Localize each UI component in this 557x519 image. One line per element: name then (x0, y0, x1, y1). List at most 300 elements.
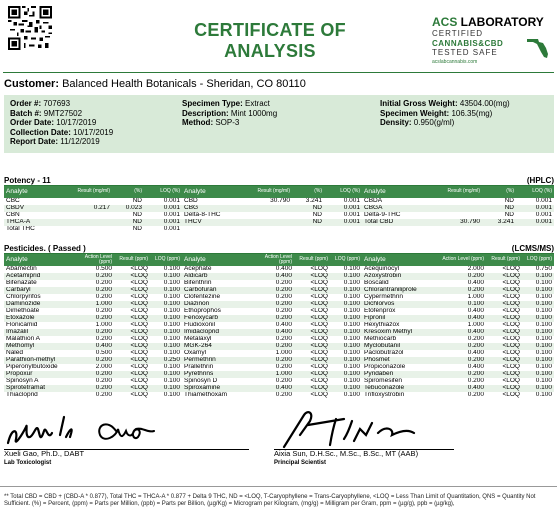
table-row (362, 273, 554, 280)
table-cell: <LOQ (294, 301, 330, 308)
info-row (380, 118, 510, 128)
table-cell: <LOQ (294, 329, 330, 336)
potency-section-title: Potency - 11 (HPLC) (4, 176, 554, 185)
column-header: LOQ (%) (144, 186, 182, 198)
table-row (362, 280, 554, 287)
table-row (4, 226, 182, 233)
table-cell: 0.100 (330, 357, 362, 364)
table-row (4, 350, 182, 357)
table-cell: Acetamiprid (4, 273, 70, 280)
table-cell: Parathion-methyl (4, 357, 70, 364)
table-cell: 0.400 (250, 273, 294, 280)
table-cell: Spinosyn D (182, 378, 250, 385)
signatory-1: Xueli Gao, Ph.D., DABT Lab Toxicologist (4, 449, 85, 466)
table-cell: 0.001 (144, 205, 182, 212)
qr-code (8, 6, 52, 50)
table-cell: <LOQ (294, 266, 330, 273)
table-cell: 0.100 (330, 378, 362, 385)
potency-table-1 (4, 186, 182, 233)
table-cell: 0.200 (70, 392, 114, 399)
table-cell: Spirotetramat (4, 385, 70, 392)
table-cell: Carbaryl (4, 287, 70, 294)
table-row (182, 329, 362, 336)
table-row (182, 364, 362, 371)
info-value: 106.35(mg) (451, 108, 493, 118)
table-cell: Prallethrin (182, 364, 250, 371)
table-cell: 0.400 (440, 308, 486, 315)
table-cell: 0.100 (150, 301, 182, 308)
table-cell: 0.001 (324, 212, 362, 219)
footnote-divider (0, 486, 557, 487)
table-cell: <LOQ (114, 378, 150, 385)
table-cell: 0.100 (522, 322, 554, 329)
info-row (380, 99, 510, 109)
table-row (362, 343, 554, 350)
table-cell: Bifenthrin (182, 280, 250, 287)
table-cell: 0.200 (250, 294, 294, 301)
table-row (362, 392, 554, 399)
table-cell: <LOQ (114, 322, 150, 329)
table-cell: 0.100 (522, 329, 554, 336)
table-cell: <LOQ (486, 301, 522, 308)
table-row (4, 273, 182, 280)
table-cell: 0.750 (522, 266, 554, 273)
info-label: Order #: (10, 99, 42, 108)
specimen-info-panel (4, 95, 554, 153)
table-cell: 0.400 (250, 329, 294, 336)
table-row (4, 219, 182, 226)
table-cell: 0.023 (112, 205, 144, 212)
potency-table-2 (182, 186, 362, 226)
pesticides-table-1 (4, 254, 182, 399)
table-cell (246, 205, 292, 212)
table-cell: 0.400 (440, 329, 486, 336)
table-cell: 0.250 (150, 357, 182, 364)
table-cell: 0.200 (70, 329, 114, 336)
column-header: Result (mg/ml) (432, 186, 482, 198)
table-cell: 0.200 (440, 273, 486, 280)
table-row (182, 315, 362, 322)
info-value: SOP-3 (215, 118, 240, 127)
table-cell: CBGA (362, 205, 432, 212)
table-row (182, 212, 362, 219)
table-cell: 0.100 (330, 343, 362, 350)
table-row (182, 378, 362, 385)
table-cell: 0.200 (440, 371, 486, 378)
info-label: Report Date: (10, 137, 59, 146)
table-cell: 0.500 (70, 350, 114, 357)
column-header: Result (ppm) (294, 254, 330, 266)
table-cell: Bifenazate (4, 280, 70, 287)
table-cell: Chlorantraniliprole (362, 287, 440, 294)
table-cell: ND (482, 198, 516, 205)
table-cell: 2.000 (440, 266, 486, 273)
table-cell: <LOQ (114, 294, 150, 301)
table-cell: Spiromesifen (362, 378, 440, 385)
table-cell: <LOQ (486, 315, 522, 322)
table-row (182, 280, 362, 287)
table-cell: <LOQ (486, 329, 522, 336)
table-row (182, 343, 362, 350)
table-cell: Methiocarb (362, 336, 440, 343)
info-label: Order Date: (10, 118, 55, 127)
table-cell: 0.200 (70, 308, 114, 315)
table-header-row (4, 254, 182, 266)
table-cell: Spinosyn A (4, 378, 70, 385)
table-header-row (362, 254, 554, 266)
table-cell: 0.001 (516, 198, 554, 205)
info-value: 9MT27502 (43, 108, 83, 118)
table-row (362, 219, 554, 226)
table-cell: 0.100 (522, 287, 554, 294)
column-header: Analyte (362, 254, 440, 266)
table-cell: 0.100 (330, 336, 362, 343)
info-value: 10/17/2019 (56, 118, 97, 127)
table-cell: ND (292, 219, 324, 226)
column-header: LOQ (ppm) (330, 254, 362, 266)
table-cell: Total CBD (362, 219, 432, 226)
table-cell: <LOQ (114, 287, 150, 294)
table-cell: Flonicamid (4, 322, 70, 329)
info-row (10, 99, 113, 109)
pesticides-table-3 (362, 254, 554, 399)
table-cell (66, 212, 112, 219)
table-cell: 1.000 (70, 322, 114, 329)
table-cell: Delta-8-THC (182, 212, 246, 219)
table-cell: <LOQ (114, 392, 150, 399)
table-cell: <LOQ (114, 273, 150, 280)
table-row (362, 294, 554, 301)
table-cell: <LOQ (294, 287, 330, 294)
table-cell: <LOQ (486, 322, 522, 329)
table-row (4, 198, 182, 205)
column-header: Result (mg/ml) (246, 186, 292, 198)
table-cell: 0.100 (330, 308, 362, 315)
table-row (4, 357, 182, 364)
table-cell (246, 212, 292, 219)
table-row (4, 371, 182, 378)
table-cell (432, 205, 482, 212)
table-cell: 0.001 (144, 226, 182, 233)
table-cell: Dimethoate (4, 308, 70, 315)
table-row (362, 385, 554, 392)
table-cell: THCA-A (4, 219, 66, 226)
table-row (4, 392, 182, 399)
table-cell: <LOQ (114, 266, 150, 273)
table-cell: 3.241 (482, 219, 516, 226)
table-cell: Paclobutrazol (362, 350, 440, 357)
table-cell: Thiacloprid (4, 392, 70, 399)
table-row (362, 357, 554, 364)
column-header: Analyte (182, 254, 250, 266)
table-cell: 0.100 (440, 301, 486, 308)
table-cell: 0.100 (150, 350, 182, 357)
table-cell: Etoxazole (4, 315, 70, 322)
info-label: Description: (182, 108, 229, 118)
table-cell: 0.400 (440, 364, 486, 371)
table-row (182, 385, 362, 392)
table-cell: Thiamethoxam (182, 392, 250, 399)
table-cell: 0.100 (522, 364, 554, 371)
table-cell: <LOQ (294, 357, 330, 364)
table-cell: <LOQ (114, 364, 150, 371)
table-cell: 0.200 (250, 308, 294, 315)
table-cell: <LOQ (486, 294, 522, 301)
table-header-row (182, 254, 362, 266)
table-row (362, 350, 554, 357)
table-cell: 0.100 (330, 364, 362, 371)
table-row (362, 336, 554, 343)
column-header: Analyte (4, 254, 70, 266)
table-cell: Aldicarb (182, 273, 250, 280)
table-cell (432, 198, 482, 205)
table-cell: <LOQ (294, 371, 330, 378)
table-cell: 0.100 (522, 294, 554, 301)
table-cell: 0.200 (440, 378, 486, 385)
info-value: 0.950(g/ml) (413, 118, 455, 127)
table-cell: Delta-9-THC (362, 212, 432, 219)
table-cell: ND (482, 212, 516, 219)
table-cell: CBN (4, 212, 66, 219)
table-cell: <LOQ (486, 350, 522, 357)
table-cell: 0.400 (440, 350, 486, 357)
table-cell: <LOQ (294, 343, 330, 350)
table-cell: <LOQ (114, 301, 150, 308)
table-row (182, 219, 362, 226)
table-cell: Dichlorvos (362, 301, 440, 308)
column-header: LOQ (ppm) (522, 254, 554, 266)
table-cell: 0.100 (150, 287, 182, 294)
table-cell: 0.100 (150, 308, 182, 315)
table-cell: 0.200 (70, 385, 114, 392)
table-cell: 0.100 (522, 273, 554, 280)
signature-block (4, 405, 554, 465)
column-header: Result (mg/ml) (66, 186, 112, 198)
table-cell: 0.100 (330, 287, 362, 294)
table-cell: <LOQ (486, 357, 522, 364)
table-cell: 0.400 (440, 280, 486, 287)
table-cell: Imidacloprid (182, 329, 250, 336)
info-label: Initial Gross Weight: (380, 99, 458, 108)
table-cell: 0.001 (324, 205, 362, 212)
table-cell: 0.100 (330, 294, 362, 301)
table-cell: 0.100 (150, 385, 182, 392)
table-cell: Etofenprox (362, 308, 440, 315)
column-header: Action Level (ppm) (70, 254, 114, 266)
table-cell: 0.100 (522, 343, 554, 350)
table-cell: 0.100 (150, 371, 182, 378)
table-row (4, 329, 182, 336)
table-cell: Propiconazole (362, 364, 440, 371)
table-cell: Permethrin (182, 357, 250, 364)
table-cell: Trifloxystrobin (362, 392, 440, 399)
info-value: 10/17/2019 (73, 127, 114, 137)
table-cell: 0.200 (70, 273, 114, 280)
table-header-row (182, 186, 362, 198)
info-row (10, 128, 113, 138)
column-header: Result (ppm) (486, 254, 522, 266)
table-cell: MGK-264 (182, 343, 250, 350)
table-cell: 0.100 (150, 273, 182, 280)
table-row (182, 336, 362, 343)
table-row (4, 287, 182, 294)
table-cell: 0.100 (522, 301, 554, 308)
pesticides-table-2 (182, 254, 362, 399)
table-cell: Kresoxim Methyl (362, 329, 440, 336)
table-row (4, 301, 182, 308)
info-value: Mint 1000mg (230, 108, 278, 118)
table-cell: 0.200 (70, 371, 114, 378)
table-cell: 0.100 (150, 343, 182, 350)
table-cell: 0.100 (522, 385, 554, 392)
table-cell: CBG (182, 205, 246, 212)
table-cell: 0.200 (440, 336, 486, 343)
table-cell: <LOQ (294, 392, 330, 399)
table-row (4, 294, 182, 301)
table-cell: Daminozide (4, 301, 70, 308)
table-cell: CBC (4, 198, 66, 205)
table-cell: 3.241 (292, 198, 324, 205)
table-cell: ND (292, 205, 324, 212)
table-cell: 0.200 (250, 357, 294, 364)
info-label: Specimen Type: (182, 99, 243, 108)
table-cell (66, 226, 112, 233)
table-cell: <LOQ (114, 280, 150, 287)
table-cell: Cypermethrin (362, 294, 440, 301)
table-cell: Fipronil (362, 315, 440, 322)
table-cell: 0.100 (330, 273, 362, 280)
table-row (4, 308, 182, 315)
table-row (362, 378, 554, 385)
table-cell: <LOQ (486, 378, 522, 385)
table-cell: 0.100 (330, 315, 362, 322)
table-cell: 2.000 (70, 364, 114, 371)
table-cell: 1.000 (440, 294, 486, 301)
column-header: Result (ppm) (114, 254, 150, 266)
info-row (182, 109, 277, 119)
table-row (4, 280, 182, 287)
table-cell: 30.790 (432, 219, 482, 226)
table-cell: <LOQ (114, 329, 150, 336)
table-cell: <LOQ (294, 364, 330, 371)
florida-map-icon (526, 36, 550, 60)
table-cell: 0.100 (330, 266, 362, 273)
table-cell: 0.001 (516, 219, 554, 226)
table-cell: 1.000 (250, 371, 294, 378)
table-cell: Pyrethrins (182, 371, 250, 378)
table-cell (246, 219, 292, 226)
table-cell: <LOQ (294, 273, 330, 280)
table-cell: 0.400 (250, 385, 294, 392)
info-value: 43504.00(mg) (459, 99, 510, 108)
table-row (362, 266, 554, 273)
table-cell: 0.400 (250, 322, 294, 329)
info-value: 707693 (43, 99, 71, 108)
table-cell: <LOQ (294, 280, 330, 287)
table-cell: 0.200 (70, 357, 114, 364)
table-cell: 0.200 (250, 301, 294, 308)
table-cell: <LOQ (114, 315, 150, 322)
table-cell: 0.100 (330, 301, 362, 308)
table-cell: 0.100 (150, 266, 182, 273)
table-cell: <LOQ (114, 336, 150, 343)
table-cell: <LOQ (114, 357, 150, 364)
table-cell: 0.100 (150, 378, 182, 385)
table-cell: 0.100 (330, 392, 362, 399)
info-label: Collection Date: (10, 127, 71, 137)
table-cell: ND (112, 212, 144, 219)
table-cell: 0.200 (70, 378, 114, 385)
column-header: Analyte (182, 186, 246, 198)
table-cell: 0.200 (440, 357, 486, 364)
table-cell: 0.200 (250, 378, 294, 385)
table-cell: 0.100 (150, 315, 182, 322)
table-cell: Methomyl (4, 343, 70, 350)
table-row (4, 364, 182, 371)
column-header: LOQ (%) (324, 186, 362, 198)
table-row (182, 301, 362, 308)
table-cell: CBDV (4, 205, 66, 212)
table-cell: 0.400 (250, 266, 294, 273)
table-cell: <LOQ (294, 385, 330, 392)
table-cell: <LOQ (486, 280, 522, 287)
table-cell: <LOQ (114, 350, 150, 357)
info-value: 11/12/2019 (60, 137, 100, 146)
table-cell: 0.001 (324, 198, 362, 205)
table-cell: 0.001 (324, 219, 362, 226)
table-cell: ND (482, 205, 516, 212)
table-row (362, 322, 554, 329)
table-cell: <LOQ (486, 266, 522, 273)
table-row (362, 308, 554, 315)
table-cell: 0.100 (522, 336, 554, 343)
table-row (362, 212, 554, 219)
table-cell: 0.100 (522, 392, 554, 399)
table-cell: Piperonylbutoxide (4, 364, 70, 371)
info-row (182, 99, 277, 109)
table-cell: ND (112, 219, 144, 226)
table-cell: <LOQ (486, 336, 522, 343)
table-cell: 0.100 (150, 280, 182, 287)
table-row (362, 301, 554, 308)
table-cell: Oxamyl (182, 350, 250, 357)
info-row (10, 137, 113, 147)
table-cell: 0.100 (150, 392, 182, 399)
table-row (4, 315, 182, 322)
table-cell: <LOQ (294, 336, 330, 343)
table-cell: Fludioxonil (182, 322, 250, 329)
table-row (362, 287, 554, 294)
customer-line: Customer: Balanced Health Botanicals - Sheridan, CO 80110 (4, 78, 306, 90)
table-cell: 0.100 (522, 371, 554, 378)
table-cell: 1.000 (440, 322, 486, 329)
table-cell: 0.100 (330, 350, 362, 357)
table-cell: <LOQ (294, 294, 330, 301)
table-cell: Propoxur (4, 371, 70, 378)
table-cell: 0.200 (250, 315, 294, 322)
table-cell: 0.100 (150, 329, 182, 336)
table-row (4, 343, 182, 350)
table-cell: 0.200 (250, 336, 294, 343)
table-cell: Total THC (4, 226, 66, 233)
table-cell: 0.200 (70, 287, 114, 294)
table-cell: <LOQ (486, 273, 522, 280)
acs-laboratory-logo: ACS LABORATORY CERTIFIED CANNABIS&CBD TESTED SAFE acslabcannabis.com (432, 15, 544, 65)
table-cell: ND (112, 198, 144, 205)
info-row (380, 109, 510, 119)
table-row (182, 392, 362, 399)
table-cell (66, 198, 112, 205)
